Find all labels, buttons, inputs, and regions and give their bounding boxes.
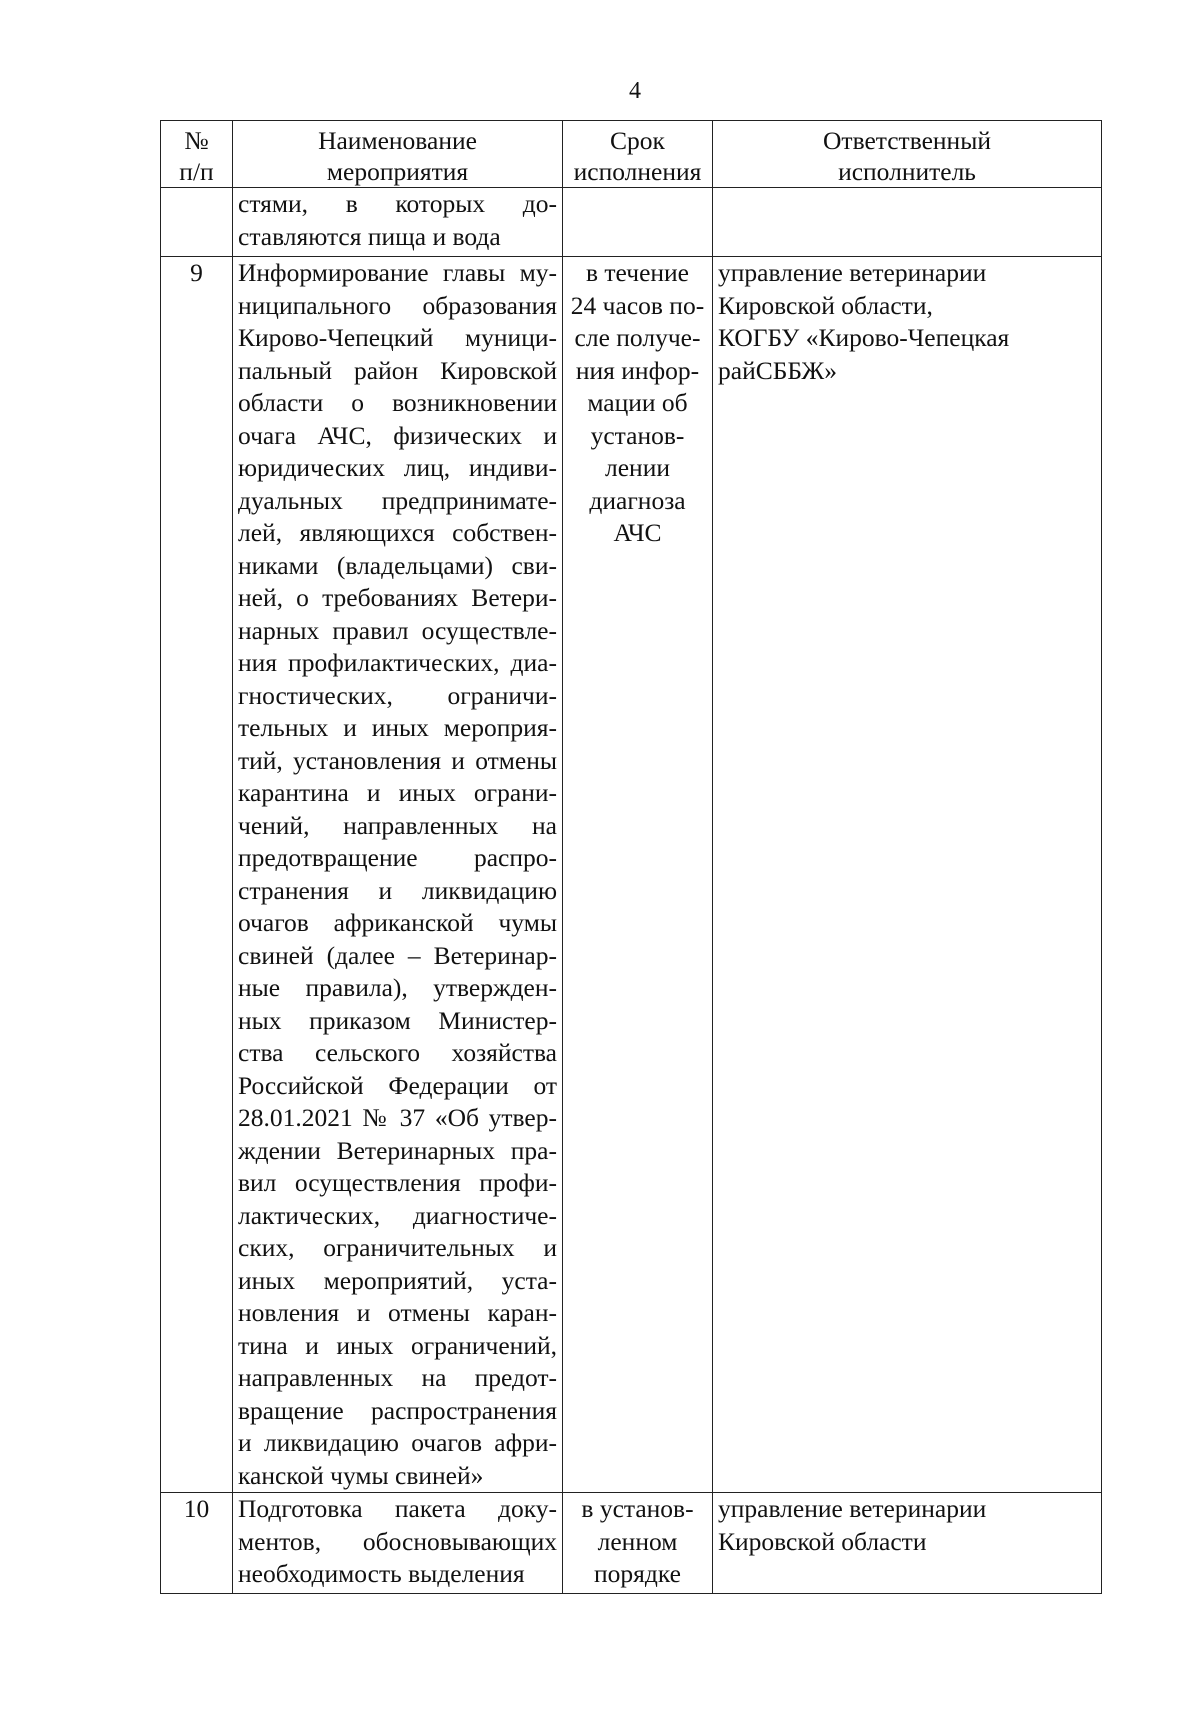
measure-name-line: ные правила), утвержден- bbox=[238, 973, 557, 1002]
measure-name-line: очагов африканской чумы bbox=[238, 908, 557, 937]
measure-name-line: новления и отмены каран- bbox=[238, 1298, 557, 1327]
header-num bbox=[161, 121, 233, 188]
measure-name-line: ментов, обосновывающих bbox=[238, 1526, 557, 1556]
measure-name-line: Российской Федерации от bbox=[238, 1070, 557, 1100]
measure-name-line: очага АЧС, физических и bbox=[238, 420, 557, 450]
header-term bbox=[563, 121, 713, 188]
execution-term-line: лении bbox=[605, 453, 670, 482]
measure-name-line: тина и иных ограничений, bbox=[238, 1330, 557, 1360]
responsible-executor-line: управление ветеринарии bbox=[718, 1494, 987, 1523]
responsible-executor-line: Кировской области, bbox=[718, 290, 933, 320]
header-term-line: исполнения bbox=[573, 157, 702, 186]
measure-name-line: ниципального образования bbox=[238, 290, 557, 320]
measure-name bbox=[233, 188, 563, 257]
measure-name-line: ставляются пища и вода bbox=[238, 221, 501, 251]
measure-name bbox=[233, 1493, 563, 1594]
responsible-executor bbox=[713, 257, 1102, 1493]
responsible-executor-line: КОГБУ «Кирово-Чепецкая bbox=[718, 323, 1010, 352]
measure-name-line: вращение распространения bbox=[238, 1395, 557, 1425]
header-responsible-line: Ответственный bbox=[823, 126, 991, 155]
measure-name-line: Подготовка пакета доку- bbox=[238, 1494, 557, 1523]
execution-term bbox=[563, 1493, 713, 1594]
measure-name-line: ждении Ветеринарных пра- bbox=[238, 1135, 557, 1165]
execution-term-line: порядке bbox=[594, 1559, 681, 1588]
execution-term-line: ния инфор- bbox=[575, 355, 700, 385]
table-row bbox=[161, 1493, 1102, 1594]
measure-name-line: стями, в которых до- bbox=[238, 189, 557, 218]
measure-name-line: 28.01.2021 № 37 «Об утвер- bbox=[238, 1103, 557, 1132]
measure-name-line: лактических, диагностиче- bbox=[238, 1200, 557, 1230]
header-name-line: мероприятия bbox=[326, 157, 469, 186]
measure-name-line: канской чумы свиней» bbox=[238, 1460, 484, 1490]
header-name bbox=[233, 121, 563, 188]
execution-term-line: установ- bbox=[590, 420, 685, 450]
execution-term-line: в течение bbox=[586, 258, 689, 287]
measure-name-line: области о возникновении bbox=[238, 388, 557, 417]
measure-name-line: необходимость выделения bbox=[238, 1559, 525, 1588]
header-num-line: № bbox=[184, 126, 209, 155]
responsible-executor bbox=[713, 188, 1102, 257]
measure-name-line: тельных и иных мероприя- bbox=[238, 713, 557, 742]
execution-term-line: 24 часов по- bbox=[570, 290, 705, 320]
header-num-line: п/п bbox=[179, 157, 214, 186]
measure-name-line: ских, ограничительных и bbox=[238, 1233, 557, 1262]
execution-term-line: сле получе- bbox=[574, 323, 701, 352]
measure-name-line: странения и ликвидацию bbox=[238, 875, 557, 905]
measure-name-line: дуальных предпринимате- bbox=[238, 485, 557, 515]
execution-term bbox=[563, 188, 713, 257]
responsible-executor bbox=[713, 1493, 1102, 1594]
execution-term bbox=[563, 257, 713, 1493]
header-responsible bbox=[713, 121, 1102, 188]
header-term-line: Срок bbox=[610, 126, 665, 155]
row-number: 9 bbox=[161, 257, 233, 1493]
header-name-line: Наименование bbox=[318, 126, 477, 155]
measure-name-line: направленных на предот- bbox=[238, 1363, 557, 1392]
measure-name-line: лей, являющихся собствен- bbox=[238, 518, 557, 547]
execution-term-line: диагноза bbox=[589, 485, 686, 515]
measure-name-line: предотвращение распро- bbox=[238, 843, 557, 872]
measure-name-line: вил осуществления профи- bbox=[238, 1168, 557, 1197]
row-number bbox=[161, 188, 233, 257]
execution-term-line: ленном bbox=[597, 1526, 678, 1556]
header-responsible-line: исполнитель bbox=[838, 157, 976, 186]
measure-name-line: никами (владельцами) сви- bbox=[238, 550, 557, 580]
measure-name-line: Кирово-Чепецкий муници- bbox=[238, 323, 557, 352]
table-row bbox=[161, 257, 1102, 1493]
table-row bbox=[161, 188, 1102, 257]
measure-name-line: Информирование главы му- bbox=[238, 258, 557, 287]
measure-name-line: гностических, ограничи- bbox=[238, 680, 557, 710]
execution-term-line: мации об bbox=[587, 388, 688, 417]
table-header-row bbox=[161, 121, 1102, 188]
measure-name-line: нарных правил осуществле- bbox=[238, 615, 557, 645]
measure-name-line: тий, установления и отмены bbox=[238, 745, 557, 775]
measure-name bbox=[233, 257, 563, 1493]
measure-name-line: ства сельского хозяйства bbox=[238, 1038, 557, 1067]
measure-name-line: пальный район Кировской bbox=[238, 355, 557, 385]
measure-name-line: карантина и иных ограни- bbox=[238, 778, 557, 807]
page-number: 4 bbox=[629, 78, 641, 104]
execution-term-line: АЧС bbox=[613, 518, 662, 547]
measure-name-line: ных приказом Министер- bbox=[238, 1005, 557, 1035]
measure-name-line: и ликвидацию очагов афри- bbox=[238, 1428, 557, 1457]
plan-table bbox=[160, 120, 1102, 1594]
measure-name-line: ния профилактических, диа- bbox=[238, 648, 557, 677]
responsible-executor-line: райСББЖ» bbox=[718, 355, 837, 385]
measure-name-line: чений, направленных на bbox=[238, 810, 557, 840]
responsible-executor-line: управление ветеринарии bbox=[718, 258, 987, 287]
responsible-executor-line: Кировской области bbox=[718, 1526, 927, 1556]
execution-term-line: в установ- bbox=[581, 1494, 694, 1523]
measure-name-line: свиней (далее – Ветеринар- bbox=[238, 940, 557, 970]
row-number: 10 bbox=[161, 1493, 233, 1594]
measure-name-line: ней, о требованиях Ветери- bbox=[238, 583, 557, 612]
measure-name-line: иных мероприятий, уста- bbox=[238, 1265, 557, 1295]
measure-name-line: юридических лиц, индиви- bbox=[238, 453, 557, 482]
